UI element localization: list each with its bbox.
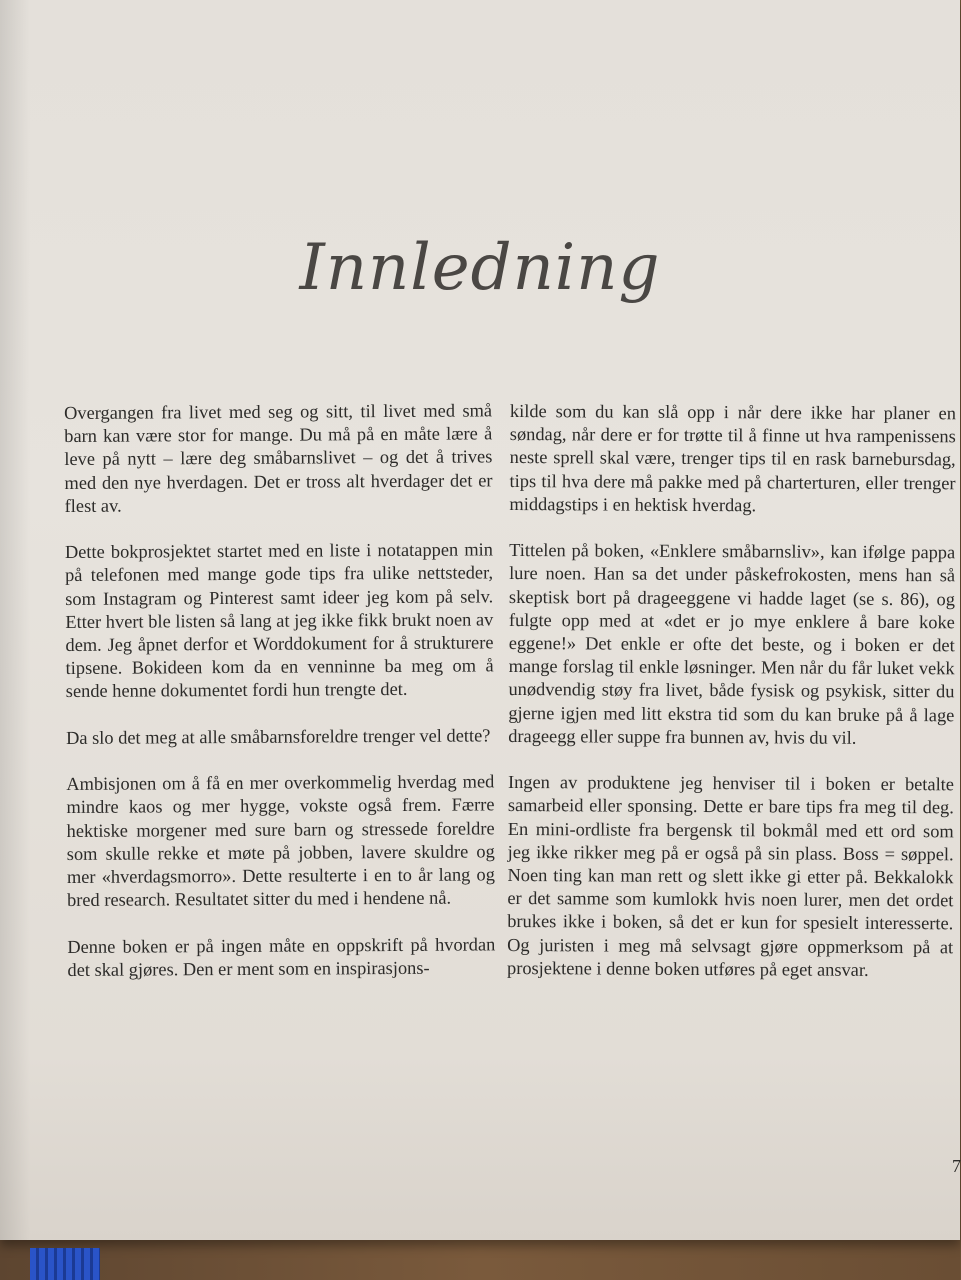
right-text-column	[507, 400, 956, 1006]
paragraph: Dette bokprosjektet startet med en liste i notatappen min på telefonen med mange gode tips fra ulike nettsteder, som Instagram og Pinterest samt ideer jeg kom på selv. Etter hvert ble listen så lang at jeg ikke fikk brukt noen av dem. Jeg åpnet derfor et Worddokument for å strukturere tipsene. Bokideen kom da en venninne ba meg om å sende henne dokumentet fordi hun trengte det.	[64, 539, 494, 702]
page-title: Innledning	[299, 230, 661, 305]
paragraph: Ingen av produktene jeg henviser til i boken er betalte samarbeid eller sponsing. Dette er bare tips fra meg til deg. En mini-ordliste fra bergensk til bokmål med ett ord som jeg ikke rikker meg på er også på sin plass. Boss = søppel. Noen ting kan man rett og slett ikke gi etter på. Bekkalokk er det samme som kumlokk hvis noen lurer, men det ordet brukes ikke i boken, så det er kun for spesielt interesserte. Og juristen i meg må selvsagt gjøre oppmerksom på at prosjektene i denne boken utføres på eget ansvar.	[506, 772, 955, 980]
paragraph: Overgangen fra livet med seg og sitt, til livet med små barn kan være stor for mange. Du må på en måte lære å leve på nytt – lære deg småbarnslivet – og det å trives med den nye hverdagen. Det er tross alt hverdager det er flest av.	[64, 400, 493, 516]
paragraph: Ambisjonen om å få en mer overkommelig hverdag med mindre kaos og mer hygge, vokste også frem. Færre hektiske morgener med sure barn og stressede foreldre som skulle rekke et møte på jobben, lavere skuldre og mer «hverdagsmorro». Dette resulterte i en to år lang og bred research. Resultatet sitter du med i hendene nå.	[66, 771, 495, 911]
paragraph: Da slo det meg at alle småbarnsforeldre trenger vel dette?	[65, 725, 491, 748]
left-text-column	[64, 399, 496, 1005]
paragraph: Denne boken er på ingen måte en oppskrift på hvordan det skal gjøres. Den er ment som en inspirasjons-	[67, 933, 496, 980]
paragraph: Tittelen på boken, «Enklere småbarnsliv», kan ifølge pappa lure noen. Han sa det under påskefrokosten, mens han så skeptisk bort på drageeggene vi hadde laget (se s. 86), og fulgte opp med at «det er jo mye enklere å bare koke eggene!» Det enkle er ofte det beste, og i boken er det mange forslag til enkle løsninger. Men når du får luket vekk unødvendig støy fra livet, både fysisk og psykisk, sitter du gjerne igjen med litt ekstra tid som du kan bruke på å lage drageegg eller suppe fra bunnen av, hvis du vil.	[508, 540, 956, 748]
page-gutter-shadow	[0, 0, 30, 1240]
page-number: 7	[952, 1156, 961, 1176]
bookmark-ribbon	[30, 1248, 100, 1280]
paragraph: kilde som du kan slå opp i når dere ikke har planer en søndag, når dere er for trøtte til å finne ut hva rampenissens neste sprell skal være, trenger tips til en rask barnebursdag, tips til hva dere må pakke med på charterturen, eller trenger middagstips i en hektisk hverdag.	[509, 401, 956, 516]
